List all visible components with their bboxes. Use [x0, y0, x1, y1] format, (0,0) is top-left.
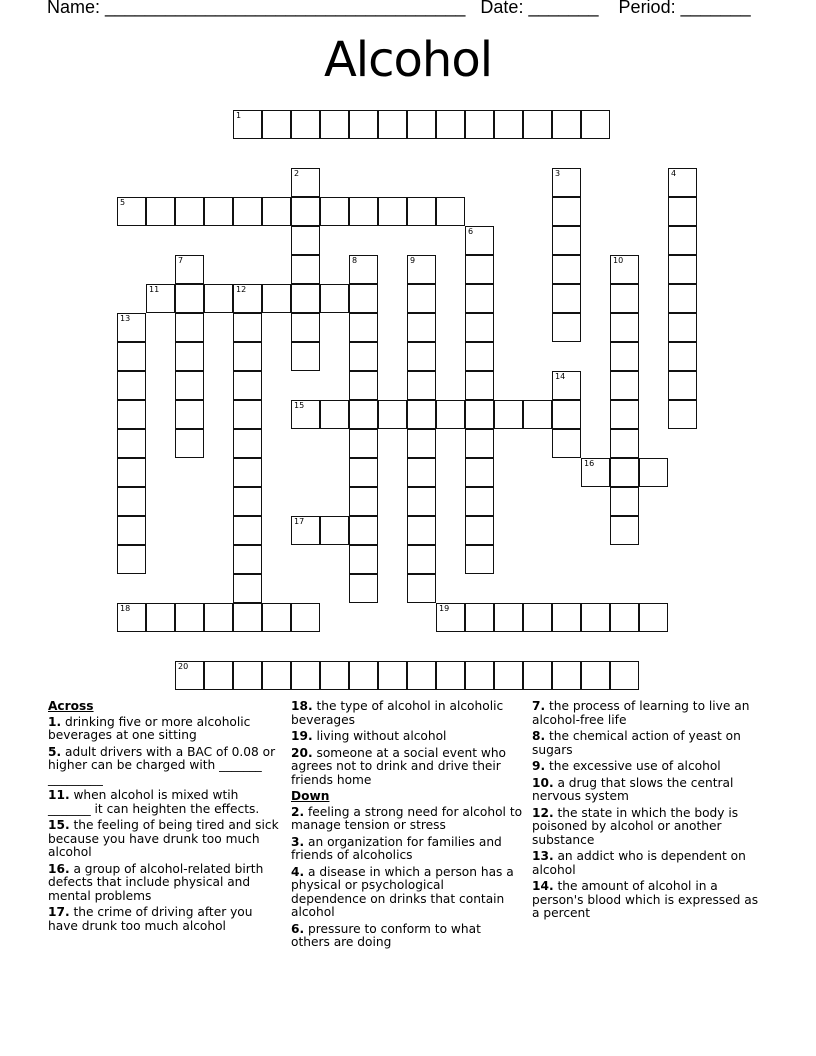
clue-number: 20	[178, 662, 189, 671]
crossword-cell[interactable]	[465, 226, 494, 255]
crossword-cell[interactable]	[117, 342, 146, 371]
clue-across-20: 20. someone at a social event who agrees not to drink and drive their friends home	[291, 745, 507, 787]
clue-down-8: 8. the chemical action of yeast on sugars	[532, 729, 741, 757]
crossword-cell[interactable]	[668, 371, 697, 400]
name-field[interactable]: Name: ____________________________________	[47, 0, 466, 17]
crossword-cell[interactable]	[668, 342, 697, 371]
crossword-cell[interactable]	[117, 516, 146, 545]
crossword-cell[interactable]	[117, 313, 146, 342]
crossword-cell[interactable]	[291, 110, 320, 139]
crossword-cell[interactable]	[465, 545, 494, 574]
crossword-cell[interactable]	[233, 458, 262, 487]
crossword-cell[interactable]	[581, 458, 610, 487]
crossword-cell[interactable]	[581, 661, 610, 690]
clue-down-10: 10. a drug that slows the central nervous system	[532, 775, 734, 803]
clue-across-17: 17. the crime of driving after you have drunk too much alcohol	[48, 905, 253, 933]
crossword-cell[interactable]	[320, 197, 349, 226]
crossword-cell[interactable]	[117, 371, 146, 400]
crossword-cell[interactable]	[668, 197, 697, 226]
crossword-cell[interactable]	[552, 603, 581, 632]
crossword-cell[interactable]	[146, 603, 175, 632]
crossword-cell[interactable]	[552, 226, 581, 255]
crossword-cell[interactable]	[262, 197, 291, 226]
crossword-cell[interactable]	[465, 313, 494, 342]
clue-down-12: 12. the state in which the body is poisoned by alcohol or another substance	[532, 805, 739, 847]
crossword-cell[interactable]	[262, 110, 291, 139]
crossword-cell[interactable]	[407, 458, 436, 487]
crossword-cell[interactable]	[233, 487, 262, 516]
crossword-cell[interactable]	[407, 313, 436, 342]
crossword-cell[interactable]	[378, 400, 407, 429]
clue-across-16: 16. a group of alcohol-related birth defects that include physical and mental problems	[48, 861, 264, 903]
crossword-cell[interactable]	[349, 574, 378, 603]
crossword-cell[interactable]	[494, 110, 523, 139]
crossword-cell[interactable]	[407, 371, 436, 400]
crossword-cell[interactable]	[552, 255, 581, 284]
crossword-cell[interactable]	[175, 603, 204, 632]
crossword-cell[interactable]	[668, 313, 697, 342]
clue-down-2: 2. feeling a strong need for alcohol to manage tension or stress	[291, 804, 523, 832]
crossword-cell[interactable]	[465, 284, 494, 313]
crossword-cell[interactable]	[291, 603, 320, 632]
crossword-cell[interactable]	[407, 574, 436, 603]
crossword-cell[interactable]	[349, 371, 378, 400]
clue-down-7: 7. the process of learning to live an alcohol-free life	[532, 699, 750, 727]
crossword-cell[interactable]	[407, 661, 436, 690]
crossword-cell[interactable]	[349, 487, 378, 516]
crossword-cell[interactable]	[668, 226, 697, 255]
crossword-cell[interactable]	[349, 313, 378, 342]
crossword-cell[interactable]	[552, 371, 581, 400]
clue-number: 8	[352, 256, 358, 265]
crossword-cell[interactable]	[407, 545, 436, 574]
crossword-cell[interactable]	[262, 284, 291, 313]
crossword-cell[interactable]	[465, 255, 494, 284]
crossword-cell[interactable]	[668, 255, 697, 284]
crossword-cell[interactable]	[610, 458, 639, 487]
crossword-cell[interactable]	[465, 487, 494, 516]
crossword-cell[interactable]	[146, 197, 175, 226]
crossword-cell[interactable]	[349, 429, 378, 458]
clue-number: 1	[236, 111, 242, 120]
clue-across-19: 19. living without alcohol	[291, 729, 447, 743]
crossword-cell[interactable]	[523, 603, 552, 632]
clue-down-9: 9. the excessive use of alcohol	[532, 759, 721, 773]
clue-down-6: 6. pressure to conform to what others are doing	[291, 921, 481, 949]
clue-down-4: 4. a disease in which a person has a physical or psychological dependence on drinks that contain alcohol	[291, 864, 514, 919]
crossword-cell[interactable]	[117, 487, 146, 516]
crossword-cell[interactable]	[552, 400, 581, 429]
crossword-cell[interactable]	[436, 110, 465, 139]
clue-number: 5	[120, 198, 126, 207]
crossword-cell[interactable]	[291, 516, 320, 545]
crossword-cell[interactable]	[117, 429, 146, 458]
crossword-cell[interactable]	[233, 197, 262, 226]
crossword-cell[interactable]	[465, 429, 494, 458]
crossword-cell[interactable]	[175, 429, 204, 458]
crossword-cell[interactable]	[320, 110, 349, 139]
crossword-cell[interactable]	[552, 661, 581, 690]
crossword-cell[interactable]	[175, 197, 204, 226]
crossword-cell[interactable]	[523, 661, 552, 690]
crossword-cell[interactable]	[552, 168, 581, 197]
date-field[interactable]: Date: _______	[480, 0, 599, 17]
crossword-cell[interactable]	[610, 516, 639, 545]
crossword-cell[interactable]	[465, 342, 494, 371]
clue-number: 6	[468, 227, 474, 236]
crossword-cell[interactable]	[610, 429, 639, 458]
crossword-cell[interactable]	[349, 661, 378, 690]
clue-across-18: 18. the type of alcohol in alcoholic beverages	[291, 699, 504, 727]
page-title: Alcohol	[323, 32, 493, 88]
crossword-cell[interactable]	[291, 255, 320, 284]
clue-down-13: 13. an addict who is dependent on alcohol	[532, 849, 746, 877]
crossword-cell[interactable]	[407, 284, 436, 313]
crossword-cell[interactable]	[349, 545, 378, 574]
crossword-cell[interactable]	[262, 603, 291, 632]
crossword-cell[interactable]	[494, 400, 523, 429]
crossword-cell[interactable]	[117, 545, 146, 574]
clue-number: 17	[294, 517, 305, 526]
clues-column-2	[291, 700, 523, 953]
crossword-cell[interactable]	[117, 197, 146, 226]
crossword-cell[interactable]	[465, 400, 494, 429]
clue-number: 19	[439, 604, 450, 613]
crossword-cell[interactable]	[320, 661, 349, 690]
crossword-cell[interactable]	[465, 516, 494, 545]
crossword-cell[interactable]	[349, 516, 378, 545]
across-heading: Across	[48, 699, 94, 713]
crossword-cell[interactable]	[204, 284, 233, 313]
crossword-cell[interactable]	[349, 342, 378, 371]
clue-across-11: 11. when alcohol is mixed wtih _______ it can heighten the effects.	[48, 788, 260, 816]
crossword-cell[interactable]	[407, 487, 436, 516]
crossword-cell[interactable]	[233, 574, 262, 603]
crossword-cell[interactable]	[581, 603, 610, 632]
crossword-cell[interactable]	[610, 603, 639, 632]
crossword-cell[interactable]	[639, 458, 668, 487]
crossword-cell[interactable]	[117, 400, 146, 429]
crossword-cell[interactable]	[465, 661, 494, 690]
clue-number: 3	[555, 169, 561, 178]
crossword-cell[interactable]	[320, 284, 349, 313]
crossword-cell[interactable]	[291, 226, 320, 255]
crossword-cell[interactable]	[378, 110, 407, 139]
crossword-cell[interactable]	[610, 371, 639, 400]
crossword-cell[interactable]	[291, 342, 320, 371]
crossword-cell[interactable]	[523, 400, 552, 429]
crossword-cell[interactable]	[175, 313, 204, 342]
crossword-cell[interactable]	[465, 371, 494, 400]
crossword-cell[interactable]	[436, 661, 465, 690]
crossword-cell[interactable]	[233, 284, 262, 313]
crossword-cell[interactable]	[407, 255, 436, 284]
crossword-cell[interactable]	[175, 400, 204, 429]
crossword-cell[interactable]	[291, 168, 320, 197]
clue-number: 14	[555, 372, 566, 381]
crossword-cell[interactable]	[610, 661, 639, 690]
crossword-cell[interactable]	[610, 487, 639, 516]
crossword-cell[interactable]	[523, 110, 552, 139]
crossword-cell[interactable]	[233, 313, 262, 342]
crossword-cell[interactable]	[291, 313, 320, 342]
clues-column-1	[48, 700, 280, 936]
crossword-cell[interactable]	[204, 603, 233, 632]
clue-number: 13	[120, 314, 131, 323]
crossword-cell[interactable]	[407, 429, 436, 458]
crossword-cell[interactable]	[610, 313, 639, 342]
crossword-cell[interactable]	[233, 371, 262, 400]
crossword-cell[interactable]	[436, 603, 465, 632]
crossword-cell[interactable]	[291, 284, 320, 313]
crossword-cell[interactable]	[349, 400, 378, 429]
clue-number: 16	[584, 459, 595, 468]
clue-number: 18	[120, 604, 131, 613]
crossword-cell[interactable]	[436, 400, 465, 429]
crossword-cell[interactable]	[146, 284, 175, 313]
crossword-cell[interactable]	[552, 429, 581, 458]
crossword-cell[interactable]	[233, 429, 262, 458]
crossword-cell[interactable]	[610, 284, 639, 313]
crossword-cell[interactable]	[552, 284, 581, 313]
crossword-cell[interactable]	[175, 255, 204, 284]
crossword-cell[interactable]	[552, 110, 581, 139]
crossword-cell[interactable]	[436, 197, 465, 226]
crossword-cell[interactable]	[233, 603, 262, 632]
crossword-cell[interactable]	[581, 110, 610, 139]
crossword-cell[interactable]	[465, 603, 494, 632]
period-field[interactable]: Period: _______	[618, 0, 751, 17]
crossword-cell[interactable]	[494, 661, 523, 690]
crossword-cell[interactable]	[465, 110, 494, 139]
clues-column-3	[532, 700, 764, 924]
crossword-cell[interactable]	[407, 110, 436, 139]
crossword-cell[interactable]	[291, 661, 320, 690]
crossword-cell[interactable]	[320, 516, 349, 545]
crossword-cell[interactable]	[610, 400, 639, 429]
crossword-cell[interactable]	[610, 342, 639, 371]
crossword-cell[interactable]	[552, 197, 581, 226]
crossword-cell[interactable]	[117, 603, 146, 632]
crossword-cell[interactable]	[233, 516, 262, 545]
crossword-cell[interactable]	[204, 661, 233, 690]
crossword-cell[interactable]	[291, 400, 320, 429]
crossword-cell[interactable]	[378, 197, 407, 226]
crossword-cell[interactable]	[407, 400, 436, 429]
crossword-cell[interactable]	[175, 371, 204, 400]
clue-down-3: 3. an organization for families and friends of alcoholics	[291, 834, 502, 862]
clue-number: 2	[294, 169, 300, 178]
crossword-cell[interactable]	[349, 110, 378, 139]
clue-number: 11	[149, 285, 160, 294]
crossword-cell[interactable]	[407, 342, 436, 371]
clue-number: 12	[236, 285, 247, 294]
crossword-cell[interactable]	[378, 661, 407, 690]
clue-number: 4	[671, 169, 677, 178]
crossword-cell[interactable]	[233, 400, 262, 429]
crossword-cell[interactable]	[175, 342, 204, 371]
crossword-cell[interactable]	[494, 603, 523, 632]
clue-number: 7	[178, 256, 184, 265]
clue-across-5: 5. adult drivers with a BAC of 0.08 or higher can be charged with _______ _________	[48, 744, 276, 786]
crossword-cell[interactable]	[233, 545, 262, 574]
crossword-cell[interactable]	[639, 603, 668, 632]
crossword-cell[interactable]	[117, 458, 146, 487]
crossword-cell[interactable]	[233, 110, 262, 139]
clue-number: 15	[294, 401, 305, 410]
crossword-cell[interactable]	[465, 458, 494, 487]
crossword-cell[interactable]	[349, 458, 378, 487]
crossword-cell[interactable]	[233, 661, 262, 690]
clue-number: 9	[410, 256, 416, 265]
crossword-cell[interactable]	[668, 400, 697, 429]
crossword-cell[interactable]	[668, 168, 697, 197]
crossword-cell[interactable]	[407, 197, 436, 226]
clue-down-14: 14. the amount of alcohol in a person's blood which is expressed as a percent	[532, 879, 759, 920]
crossword-cell[interactable]	[262, 661, 291, 690]
crossword-cell[interactable]	[552, 313, 581, 342]
crossword-cell[interactable]	[349, 284, 378, 313]
crossword-cell[interactable]	[349, 255, 378, 284]
crossword-cell[interactable]	[204, 197, 233, 226]
crossword-cell[interactable]	[291, 197, 320, 226]
crossword-cell[interactable]	[175, 284, 204, 313]
crossword-cell[interactable]	[407, 516, 436, 545]
clue-across-15: 15. the feeling of being tired and sick because you have drunk too much alcohol	[48, 818, 279, 859]
clue-across-1: 1. drinking five or more alcoholic beverages at one sitting	[48, 714, 251, 742]
crossword-cell[interactable]	[610, 255, 639, 284]
crossword-cell[interactable]	[233, 342, 262, 371]
down-heading: Down	[291, 789, 330, 803]
crossword-cell[interactable]	[320, 400, 349, 429]
crossword-cell[interactable]	[175, 661, 204, 690]
crossword-cell[interactable]	[668, 284, 697, 313]
crossword-cell[interactable]	[349, 197, 378, 226]
clue-number: 10	[613, 256, 624, 265]
